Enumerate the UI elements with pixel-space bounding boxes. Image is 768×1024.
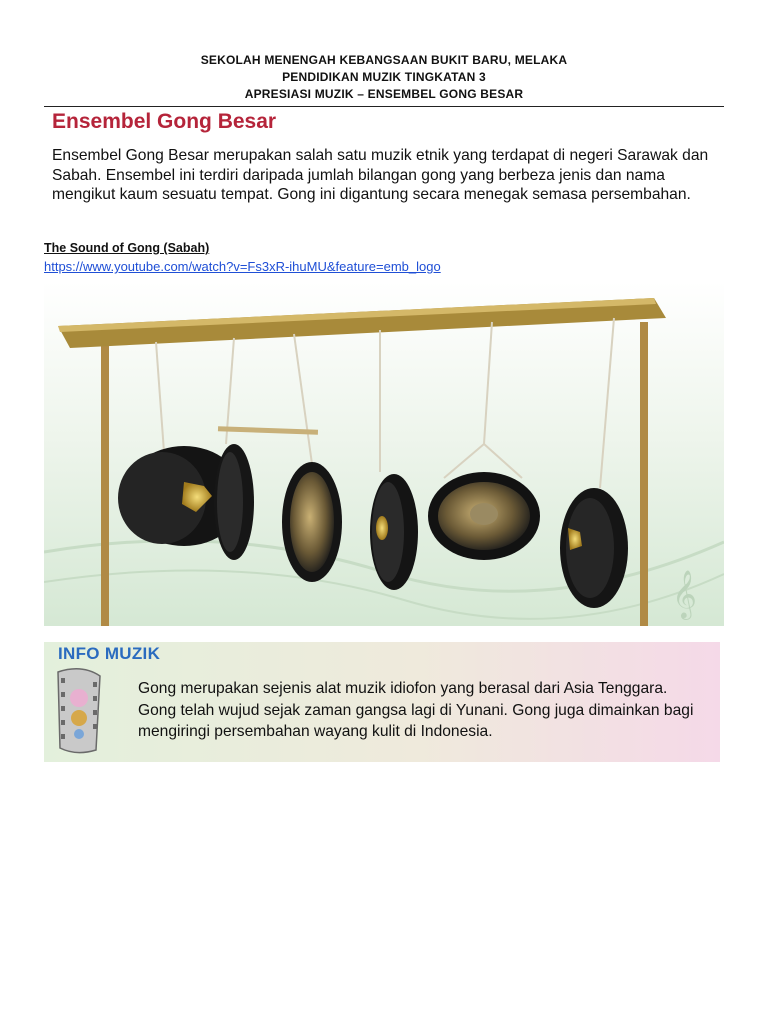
gong-ensemble-photo [44, 282, 724, 626]
school-name: SEKOLAH MENENGAH KEBANGSAAN BUKIT BARU, MELAKA [200, 53, 568, 67]
header-divider [44, 106, 724, 107]
topic-line: APRESIASI MUZIK – ENSEMBEL GONG BESAR [244, 87, 524, 101]
info-muzik-box [44, 642, 720, 762]
section-title: Ensembel Gong Besar [52, 110, 277, 133]
info-paragraph: Gong merupakan sejenis alat muzik idiofon yang berasal dari Asia Tenggara. Gong telah wujud sejak zaman gangsa lagi di Yunani. Gong juga dimainkan bagi mengiringi persembahan wayang kulit di Indonesia. [138, 680, 694, 740]
video-link[interactable]: https://www.youtube.com/watch?v=Fs3xR-ihuMU&feature=emb_logo [44, 259, 441, 274]
intro-paragraph: Ensembel Gong Besar merupakan salah satu muzik etnik yang terdapat di negeri Sarawak dan Sabah. Ensembel ini terdiri daripada jumlah bilangan gong yang berbeza jenis dan nama mengikut kaum sesuatu tempat. Gong ini digantung secara menegak semasa persembahan. [52, 147, 709, 203]
gong-ensemble-illustration [44, 282, 724, 626]
film-reel-icon [52, 664, 106, 756]
subject-line: PENDIDIKAN MUZIK TINGKATAN 3 [282, 70, 486, 84]
document-header [0, 52, 768, 103]
video-label: The Sound of Gong (Sabah) [44, 241, 210, 255]
info-title: INFO MUZIK [58, 644, 161, 663]
svg-text:𝄞: 𝄞 [672, 569, 697, 618]
